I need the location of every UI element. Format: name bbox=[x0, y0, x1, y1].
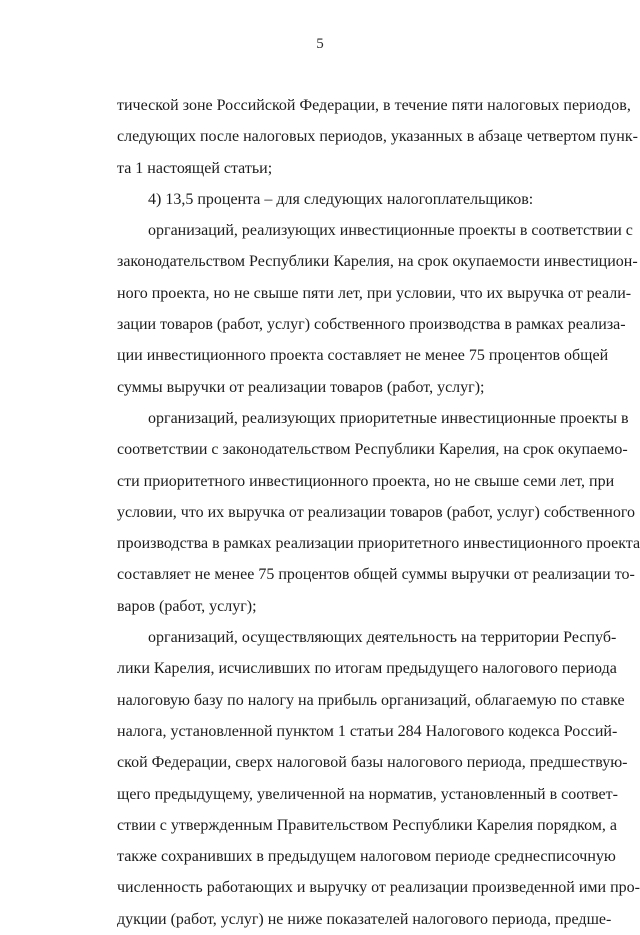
page-number: 5 bbox=[316, 36, 324, 52]
paragraph-priority-projects bbox=[117, 403, 640, 622]
text-line: законодательством Республики Карелия, на срок окупаемости инвестицион- bbox=[117, 253, 638, 271]
text-line: ствии с утвержденным Правительством Республики Карелия порядком, а bbox=[117, 816, 618, 834]
text-line: щего предыдущему, увеличенной на норматив, установленный в соответ- bbox=[117, 785, 618, 803]
text-line: также сохранивших в предыдущем налоговом периоде среднесписочную bbox=[117, 848, 616, 866]
text-line: налога, установленной пунктом 1 статьи 284 Налогового кодекса Россий- bbox=[117, 722, 618, 740]
text-line: налоговую базу по налогу на прибыль организаций, облагаемую по ставке bbox=[117, 691, 625, 709]
text-line: 4) 13,5 процента – для следующих налогоплательщиков: bbox=[148, 190, 534, 208]
text-line: ного проекта, но не свыше пяти лет, при условии, что их выручка от реали- bbox=[117, 284, 632, 302]
text-line: ской Федерации, сверх налоговой базы налогового периода, предшествую- bbox=[117, 754, 628, 772]
text-line: условии, что их выручка от реализации товаров (работ, услуг) собственного bbox=[117, 503, 635, 521]
text-line: та 1 настоящей статьи; bbox=[117, 159, 273, 177]
paragraph-investment-projects bbox=[117, 215, 638, 403]
text-line: сти приоритетного инвестиционного проекта, но не свыше семи лет, при bbox=[117, 472, 615, 490]
text-line: лики Карелия, исчисливших по итогам предыдущего налогового периода bbox=[117, 660, 617, 678]
text-line: тической зоне Российской Федерации, в течение пяти налоговых периодов, bbox=[117, 97, 631, 114]
paragraph-karelia-organizations bbox=[117, 622, 640, 935]
paragraph-item-4 bbox=[117, 184, 601, 215]
document-body bbox=[117, 90, 640, 935]
text-line: зации товаров (работ, услуг) собственного производства в рамках реализа- bbox=[117, 316, 626, 334]
text-line: численность работающих и выручку от реализации произведенной ими про- bbox=[117, 879, 640, 897]
text-line: следующих после налоговых периодов, указанных в абзаце четвертом пунк- bbox=[117, 128, 638, 146]
text-line: организаций, реализующих приоритетные инвестиционные проекты в bbox=[148, 409, 629, 427]
text-line: составляет не менее 75 процентов общей суммы выручки от реализации то- bbox=[117, 566, 635, 584]
text-line: варов (работ, услуг); bbox=[117, 597, 257, 615]
text-line: дукции (работ, услуг) не ниже показателей налогового периода, предше- bbox=[117, 910, 612, 928]
text-line: соответствии с законодательством Республики Карелия, на срок окупаемо- bbox=[117, 441, 628, 459]
text-line: суммы выручки от реализации товаров (работ, услуг); bbox=[117, 378, 485, 396]
paragraph-continuation bbox=[117, 90, 638, 184]
text-line: организаций, осуществляющих деятельность на территории Респуб- bbox=[148, 629, 617, 647]
text-line: организаций, реализующих инвестиционные проекты в соответствии с bbox=[148, 222, 633, 240]
text-line: ции инвестиционного проекта составляет не менее 75 процентов общей bbox=[117, 347, 609, 365]
text-line: производства в рамках реализации приоритетного инвестиционного проекта bbox=[117, 535, 640, 553]
